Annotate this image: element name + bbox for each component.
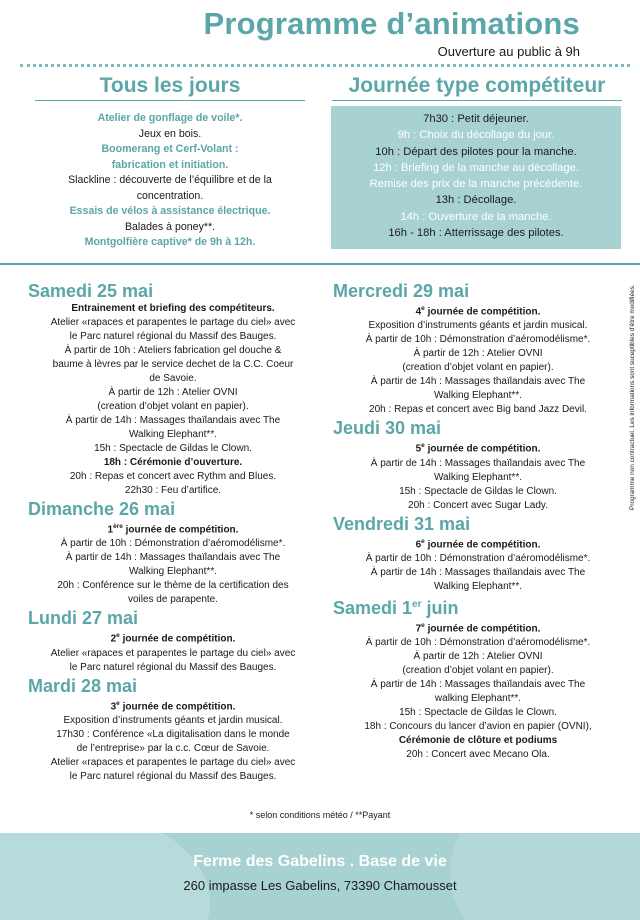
event-line: [333, 535, 623, 552]
daily-line: Boomerang et Cerf-Volant :: [101, 143, 239, 155]
event-line: de l’entreprise» par la c.c. Cœur de Savoie.: [76, 742, 270, 754]
day-heading: [333, 594, 623, 619]
day-heading-month: juin: [421, 597, 459, 618]
event-line: 20h : Concert avec Sugar Lady.: [408, 499, 548, 511]
day-heading: Vendredi 31 mai: [333, 513, 471, 534]
event-text: journée de compétition.: [424, 538, 541, 550]
footer-banner: [0, 833, 640, 920]
event-text: journée de compétition.: [122, 524, 239, 536]
daily-line: Jeux en bois.: [138, 127, 202, 140]
event-line: le Parc naturel régional du Massif des Bauges.: [69, 770, 277, 782]
section-divider: [0, 263, 640, 265]
daily-line: Essais de vélos à assistance électrique.: [69, 205, 271, 217]
event-line: 20h : Repas et concert avec Big band Jazz Devil.: [369, 404, 587, 416]
event-line: le Parc naturel régional du Massif des Bauges.: [69, 661, 277, 673]
event-line: [28, 697, 318, 714]
event-line: Cérémonie de clôture et podiums: [398, 735, 558, 747]
ordinal-suffix: e: [421, 305, 425, 312]
daily-line: concentration.: [136, 189, 204, 202]
page-title: Programme d’animations: [203, 6, 580, 41]
daily-line: Balades à poney**.: [124, 220, 216, 233]
event-line: Exposition d’instruments géants et jardin musical.: [63, 714, 283, 726]
day-events: [28, 302, 318, 498]
event-line: Entrainement et briefing des compétiteurs.: [71, 303, 275, 314]
typeday-panel: [331, 106, 621, 249]
event-line: 18h : Concours du lancer d’avion en papier (OVNI),: [364, 721, 592, 733]
venue-name: Ferme des Gabelins . Base de vie: [193, 853, 447, 870]
event-line: Walking Elephant**.: [433, 471, 522, 483]
ordinal-number: 5: [415, 443, 422, 455]
event-line: [333, 619, 623, 636]
event-line: [28, 520, 318, 537]
daily-activities: [35, 111, 305, 251]
event-line: Atelier «rapaces et parapentes le partage du ciel» avec: [50, 317, 296, 328]
ordinal-number: 3: [110, 700, 117, 712]
day-heading-text: Samedi 1: [333, 597, 413, 618]
event-line: 22h30 : Feu d’artifice.: [124, 485, 222, 496]
venue-address: 260 impasse Les Gabelins, 73390 Chamousset: [183, 878, 457, 893]
event-line: [28, 629, 318, 646]
event-line: Atelier «rapaces et parapentes le partage du ciel» avec: [50, 647, 296, 659]
event-text: journée de compétition.: [424, 306, 541, 318]
daily-line: Atelier de gonflage de voile*.: [97, 112, 243, 124]
day-heading: Mardi 28 mai: [28, 675, 138, 696]
event-line: 20h : Concert avec Mecano Ola.: [406, 749, 550, 761]
daily-line: Montgolfière captive* de 9h à 12h.: [84, 236, 256, 248]
event-line: À partir de 12h : Atelier OVNI: [413, 651, 543, 663]
typeday-line: 9h : Choix du décollage du jour.: [397, 129, 555, 142]
event-line: 15h : Spectacle de Gildas le Clown.: [94, 443, 252, 454]
day-heading-suffix: er: [412, 598, 422, 610]
dotted-divider: [20, 64, 630, 67]
day-events: [28, 697, 318, 784]
event-text: journée de compétition.: [119, 700, 236, 712]
event-line: Exposition d’instruments géants et jardin musical.: [368, 320, 588, 332]
ordinal-suffix: e: [116, 699, 120, 707]
event-line: [333, 302, 623, 319]
schedule-left-column: [28, 280, 318, 784]
footer-decoration: [0, 833, 210, 920]
event-line: À partir de 10h : Démonstration d’aéromodélisme*.: [365, 637, 591, 649]
typeday-line: 12h : Briefing de la manche au décollage.: [373, 161, 579, 174]
typeday-line: 14h : Ouverture de la manche.: [400, 210, 552, 223]
event-line: Walking Elephant**.: [433, 580, 522, 592]
day-heading: Samedi 25 mai: [28, 281, 154, 301]
event-line: À partir de 14h : Massages thaïlandais avec The: [65, 415, 281, 426]
day-heading: Mercredi 29 mai: [333, 281, 470, 301]
ordinal-suffix: e: [421, 621, 425, 629]
event-line: 20h : Conférence sur le thème de la certification des: [57, 580, 289, 592]
day-heading: Jeudi 30 mai: [333, 418, 442, 439]
event-line: le Parc naturel régional du Massif des Bauges.: [69, 331, 277, 342]
ordinal-suffix: e: [116, 632, 120, 640]
day-events: [28, 629, 318, 674]
event-line: walking Elephant**.: [434, 693, 522, 705]
day-events: [333, 302, 623, 417]
event-line: À partir de 14h : Massages thaïlandais avec The: [370, 457, 586, 469]
event-line: À partir de 14h : Massages thaïlandais avec The: [65, 552, 281, 564]
event-line: 18h : Cérémonie d’ouverture.: [103, 457, 243, 468]
ordinal-number: 6: [415, 538, 422, 550]
event-line: 20h : Repas et concert avec Rythm and Blues.: [69, 471, 277, 482]
typeday-line: 13h : Décollage.: [435, 194, 517, 207]
event-line: [333, 439, 623, 456]
event-line: À partir de 14h : Massages thaïlandais avec The: [370, 679, 586, 691]
ordinal-number: 7: [415, 623, 422, 635]
day-events: [333, 439, 623, 512]
event-line: Atelier «rapaces et parapentes le partage du ciel» avec: [50, 756, 296, 768]
day-events: [333, 619, 623, 762]
event-line: (creation d’objet volant en papier).: [402, 665, 554, 677]
daily-title: Tous les jours: [99, 74, 241, 97]
typeday-line: 16h - 18h : Atterrissage des pilotes.: [388, 227, 564, 240]
ordinal-suffix: e: [421, 442, 425, 450]
event-line: voiles de parapente.: [127, 594, 219, 606]
event-text: journée de compétition.: [424, 623, 541, 635]
event-text: journée de compétition.: [424, 443, 541, 455]
ordinal-number: 1: [107, 524, 114, 536]
footer-decoration: [450, 833, 640, 920]
event-line: 15h : Spectacle de Gildas le Clown.: [399, 485, 557, 497]
day-events: [28, 520, 318, 607]
event-line: À partir de 12h : Atelier OVNI: [108, 387, 238, 398]
opening-hours: Ouverture au public à 9h: [437, 44, 580, 59]
daily-line: fabrication et initiation.: [111, 158, 229, 171]
event-text: journée de compétition.: [119, 633, 236, 645]
day-heading: Dimanche 26 mai: [28, 499, 176, 519]
typeday-underline: [332, 100, 622, 101]
ordinal-number: 4: [415, 306, 422, 318]
event-line: (creation d’objet volant en papier).: [97, 401, 249, 412]
event-line: À partir de 14h : Massages thaïlandais avec The: [370, 376, 586, 388]
event-line: Walking Elephant**.: [433, 390, 522, 402]
ordinal-number: 2: [110, 633, 117, 645]
event-line: À partir de 10h : Démonstration d’aéromodélisme*.: [365, 334, 591, 346]
typeday-title: Journée type compétiteur: [348, 74, 606, 97]
daily-line: Slackline : découverte de l’équilibre et de la: [68, 174, 272, 186]
ordinal-suffix: ère: [113, 523, 123, 530]
footnote: * selon conditions météo / **Payant: [249, 810, 391, 820]
event-line: À partir de 10h : Démonstration d’aéromodélisme*.: [365, 552, 591, 564]
schedule-right-column: [333, 280, 623, 762]
event-line: (creation d’objet volant en papier).: [402, 362, 554, 374]
event-line: À partir de 12h : Atelier OVNI: [413, 348, 543, 360]
typeday-line: 7h30 : Petit déjeuner.: [423, 113, 529, 125]
typeday-line: Remise des prix de la manche précédente.: [369, 178, 583, 191]
event-line: 17h30 : Conférence «La digitalisation dans le monde: [56, 728, 290, 740]
event-line: de Savoie.: [149, 373, 197, 384]
typeday-line: 10h : Départ des pilotes pour la manche.: [375, 145, 577, 158]
event-line: Walking Elephant**.: [128, 566, 217, 578]
ordinal-suffix: e: [421, 537, 425, 545]
day-events: [333, 535, 623, 594]
day-heading: Lundi 27 mai: [28, 608, 139, 629]
event-line: À partir de 10h : Démonstration d’aéromodélisme*.: [60, 538, 286, 550]
event-line: baume à lèvres par le service dechet de la C.C. Coeur: [52, 359, 294, 370]
event-line: 15h : Spectacle de Gildas le Clown.: [399, 707, 557, 719]
event-line: À partir de 14h : Massages thaïlandais avec The: [370, 566, 586, 578]
daily-underline: [35, 100, 305, 101]
event-line: Walking Elephant**.: [128, 429, 217, 440]
disclaimer-note: Programme non contractuel. Les informations sont suceptibles d’être modifiées.: [629, 284, 636, 510]
event-line: À partir de 10h : Ateliers fabrication gel douche &: [64, 345, 282, 356]
